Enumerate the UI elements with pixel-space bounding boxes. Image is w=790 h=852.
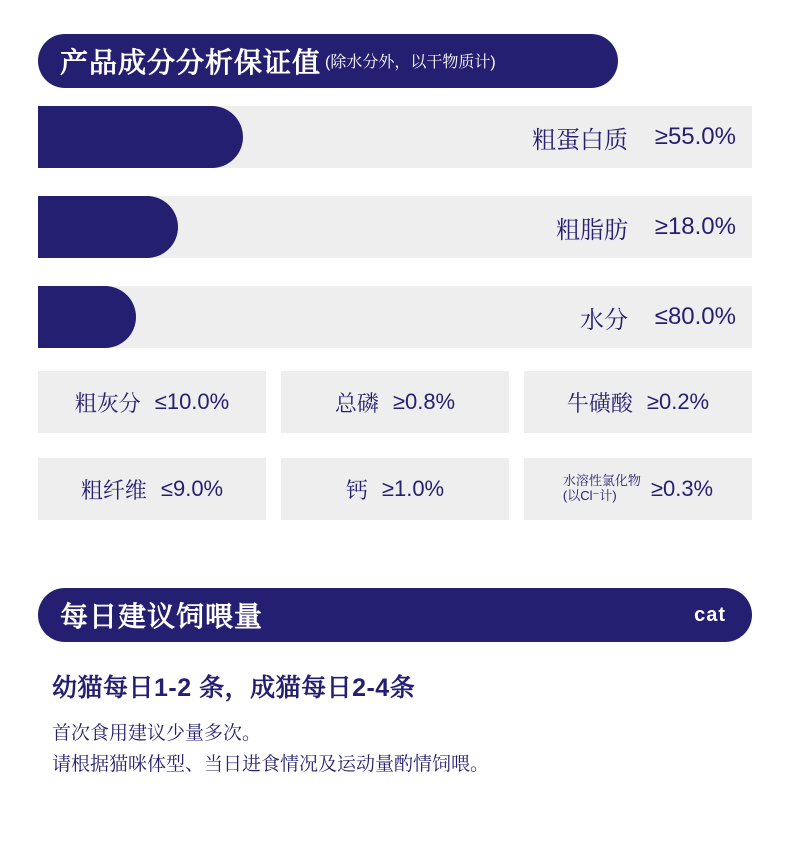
nutrient-cell-fiber [38,458,266,520]
nutrient-bar-moisture [38,286,136,348]
nutrient-value: ≤10.0% [154,389,230,414]
nutrient-bar-fat [38,196,178,258]
nutrient-name-note: (以Cl⁻计) [562,488,617,503]
nutrient-cell-phosphorus [281,371,509,433]
nutrient-value: ≤9.0% [160,476,224,501]
nutrient-value: ≤80.0% [654,303,736,330]
nutrient-name: 粗脂肪 [556,216,628,244]
feeding-corner-tag: cat [694,603,726,626]
nutrient-name: 粗纤维 [80,477,147,503]
nutrient-name: 粗蛋白质 [532,126,628,154]
nutrient-bar-protein [38,106,243,168]
nutrition-subtitle: (除水分外，以干物质计) [325,53,496,71]
nutrition-title: 产品成分分析保证值 [60,47,322,78]
nutrient-label-protein [528,106,736,168]
feeding-body [52,668,752,781]
nutrient-value: ≥55.0% [654,123,736,150]
nutrient-name: 水分 [580,306,628,334]
nutrient-value: ≥0.8% [392,389,456,414]
nutrient-label-fat [528,196,736,258]
nutrient-label-moisture [528,286,736,348]
nutrient-row-moisture [38,286,752,348]
nutrient-value: ≥18.0% [654,213,736,240]
nutrition-section-header [38,34,618,88]
nutrient-row-protein [38,106,752,168]
nutrient-row-fat [38,196,752,258]
nutrient-name-block [563,474,641,504]
feeding-note-1: 首次食用建议少量多次。 [52,723,262,744]
feeding-main-line: 幼猫每日1-2 条，成猫每日2-4条 [52,674,416,702]
feeding-title: 每日建议饲喂量 [60,601,264,632]
nutrient-name: 钙 [345,477,368,503]
nutrient-cell-ash [38,371,266,433]
nutrient-cell-calcium [281,458,509,520]
nutrient-cell-taurine [524,371,752,433]
nutrient-value: ≥0.3% [650,476,714,501]
nutrient-cell-chloride [524,458,752,520]
nutrient-value: ≥0.2% [646,389,710,414]
nutrient-name: 水溶性氯化物 [562,473,641,489]
feeding-section-header [38,588,752,642]
nutrient-name: 粗灰分 [74,390,141,416]
nutrient-value: ≥1.0% [381,476,445,501]
nutrient-name: 总磷 [334,390,379,416]
feeding-note-2: 请根据猫咪体型、当日进食情况及运动量酌情饲喂。 [52,754,490,776]
nutrient-name: 牛磺酸 [566,390,633,416]
